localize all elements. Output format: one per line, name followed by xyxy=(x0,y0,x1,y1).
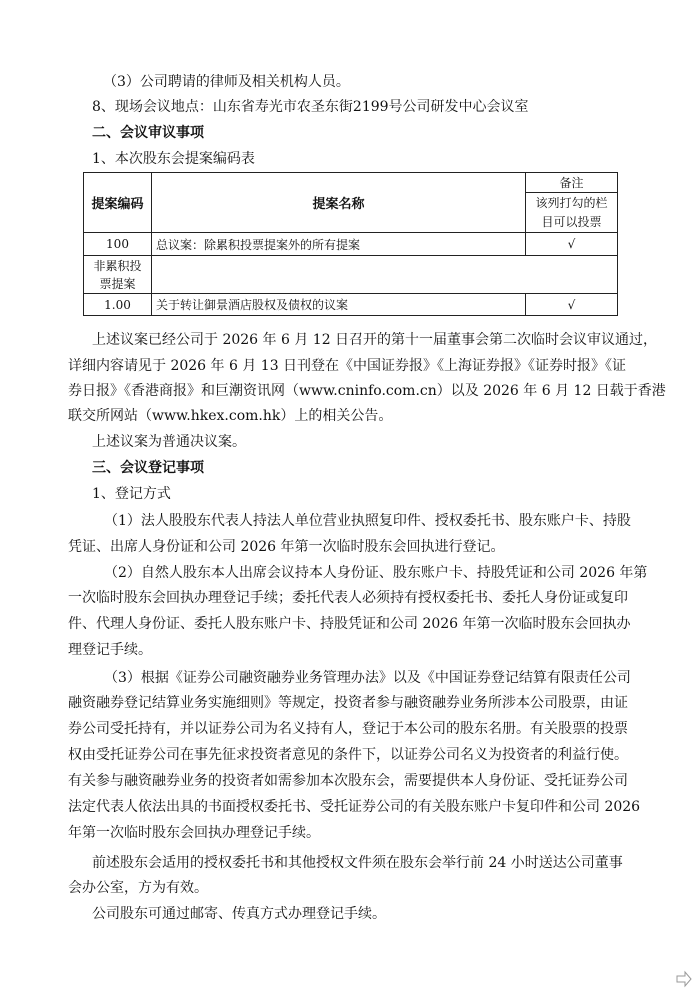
para-mail-fax-registration: 公司股东可通过邮寄、传真方式办理登记手续。 xyxy=(92,906,386,922)
row-1-00-checkmark: √ xyxy=(526,294,618,316)
para-margin-trading-line3: 券公司受托持有，并以证券公司为名义持有人，登记于本公司的股东名册。有关股票的投票 xyxy=(68,721,628,737)
row-1-00-code: 1.00 xyxy=(84,294,152,316)
para-approval-line3: 券日报》《香港商报》和巨潮资讯网（www.cninfo.com.cn）以及 2026 年 6 月 12 日载于香港 xyxy=(68,383,666,399)
table-caption: 1、本次股东会提案编码表 xyxy=(92,151,255,167)
para-proxy-deadline-line1: 前述股东会适用的授权委托书和其他授权文件须在股东会举行前 24 小时送达公司董事 xyxy=(92,855,623,871)
table-header-row xyxy=(84,173,618,193)
table-row xyxy=(84,256,618,294)
para-corporate-registration-line1: （1）法人股股东代表人持法人单位营业执照复印件、授权委托书、股东账户卡、持股 xyxy=(104,513,631,529)
header-remark: 备注 xyxy=(526,173,618,193)
row-100-name: 总议案：除累积投票提案外的所有提案 xyxy=(152,233,526,256)
header-remark-note-line1: 该列打勾的栏 xyxy=(535,195,608,210)
para-corporate-registration-line2: 凭证、出席人身份证和公司 2026 年第一次临时股东会回执进行登记。 xyxy=(68,539,505,555)
item-3-lawyers: （3）公司聘请的律师及相关机构人员。 xyxy=(103,74,350,90)
para-approval-line2: 详细内容请见于 2026 年 6 月 13 日刊登在《中国证券报》《上海证券报》《证券时报》《证 xyxy=(68,358,627,374)
para-margin-trading-line2: 融资融券登记结算业务实施细则》等规定，投资者参与融资融券业务所涉本公司股票，由证 xyxy=(68,695,628,711)
row-non-cumulative-label xyxy=(84,256,152,294)
para-individual-registration-line3: 件、代理人身份证、委托人股东账户卡、持股凭证和公司 2026 年第一次临时股东会回执办 xyxy=(68,616,631,632)
para-margin-trading-line4: 权由受托证券公司在事先征求投资者意见的条件下，以证券公司名义为投资者的利益行使。 xyxy=(68,747,628,763)
para-margin-trading-line1: （3）根据《证券公司融资融券业务管理办法》以及《中国证券登记结算有限责任公司 xyxy=(104,670,631,686)
item-8-meeting-location: 8、现场会议地点：山东省寿光市农圣东街2199号公司研发中心会议室 xyxy=(92,99,529,115)
row-non-cumulative-line1: 非累积投 xyxy=(93,258,142,273)
row-non-cumulative-empty xyxy=(152,256,618,294)
para-proxy-deadline-line2: 会办公室，方为有效。 xyxy=(68,880,208,896)
registration-method-heading: 1、登记方式 xyxy=(92,486,171,502)
header-proposal-code: 提案编码 xyxy=(84,173,152,233)
row-100-code: 100 xyxy=(84,233,152,256)
para-individual-registration-line2: 一次临时股东会回执办理登记手续；委托代表人必须持有授权委托书、委托人身份证或复印 xyxy=(68,590,628,606)
next-page-arrow-icon[interactable] xyxy=(675,970,693,988)
row-100-checkmark: √ xyxy=(526,233,618,256)
row-1-00-name: 关于转让御景酒店股权及债权的议案 xyxy=(152,294,526,316)
section-heading-2: 二、会议审议事项 xyxy=(92,125,204,141)
table-row xyxy=(84,294,618,316)
para-approval-line4: 联交所网站（www.hkex.com.hk）上的相关公告。 xyxy=(68,408,393,424)
para-margin-trading-line5: 有关参与融资融券业务的投资者如需参加本次股东会，需要提供本人身份证、受托证券公司 xyxy=(68,773,628,789)
para-margin-trading-line7: 年第一次临时股东会回执办理登记手续。 xyxy=(68,825,320,841)
para-individual-registration-line1: （2）自然人股东本人出席会议持本人身份证、股东账户卡、持股凭证和公司 2026 年第 xyxy=(104,565,648,581)
row-non-cumulative-line2: 票提案 xyxy=(99,276,136,291)
proposal-code-table xyxy=(83,172,618,316)
para-margin-trading-line6: 法定代表人依法出具的书面授权委托书、受托证券公司的有关股东账户卡复印件和公司 2026 xyxy=(68,799,641,815)
header-remark-note-line2: 目可以投票 xyxy=(541,214,602,229)
section-heading-3: 三、会议登记事项 xyxy=(92,460,204,476)
header-remark-note xyxy=(526,193,618,233)
header-proposal-name: 提案名称 xyxy=(152,173,526,233)
para-approval-line1: 上述议案已经公司于 2026 年 6 月 12 日召开的第十一届董事会第二次临时会议审议通过， xyxy=(92,332,658,348)
para-ordinary-resolution: 上述议案为普通决议案。 xyxy=(92,434,246,450)
table-row xyxy=(84,233,618,256)
para-individual-registration-line4: 理登记手续。 xyxy=(68,642,152,658)
